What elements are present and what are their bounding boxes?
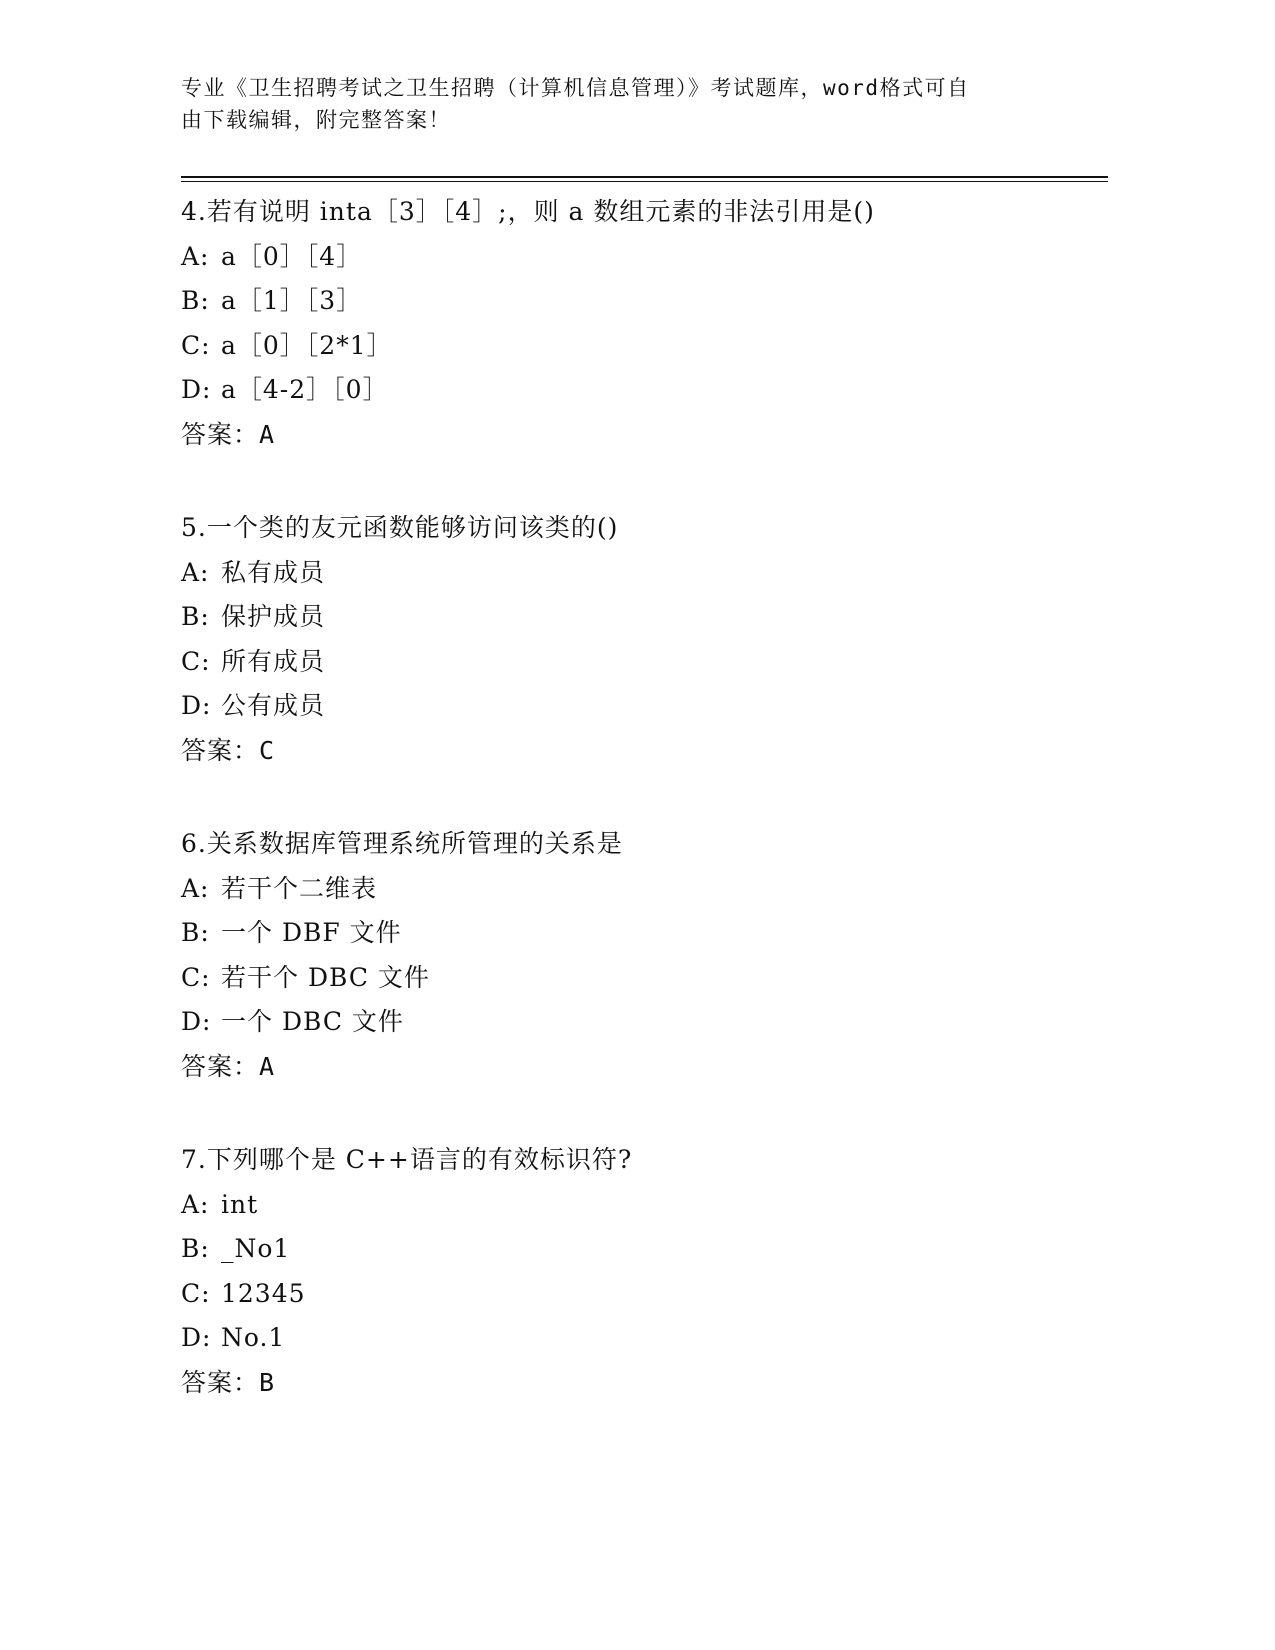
option-text: _No1 xyxy=(221,1234,291,1263)
header-divider-thin xyxy=(181,181,1108,182)
option-letter: B: xyxy=(181,602,210,631)
option-text: a［1］［3］ xyxy=(221,286,363,315)
question-list xyxy=(181,190,1101,1454)
option-d xyxy=(181,368,1101,413)
option-text: int xyxy=(221,1189,259,1219)
option-c xyxy=(181,956,1101,1001)
question-item xyxy=(181,190,1101,457)
option-d xyxy=(181,684,1101,729)
option-letter: C: xyxy=(181,962,211,992)
header-line-1: 专业《卫生招聘考试之卫生招聘（计算机信息管理）》考试题库，word格式可自 xyxy=(181,76,970,100)
option-text: 公有成员 xyxy=(221,691,326,720)
option-b xyxy=(181,595,1101,640)
question-item xyxy=(181,822,1101,1089)
option-c xyxy=(181,1272,1101,1317)
option-letter: C: xyxy=(181,1278,211,1308)
option-text: 若干个 DBC 文件 xyxy=(221,962,430,992)
option-letter: D: xyxy=(181,375,212,404)
option-letter: C: xyxy=(181,646,211,676)
option-letter: B: xyxy=(181,918,210,947)
answer-line: 答案：A xyxy=(181,419,276,449)
question-item xyxy=(181,506,1101,773)
option-letter: A: xyxy=(181,873,210,903)
question-stem: 5.一个类的友元函数能够访问该类的() xyxy=(181,513,619,542)
question-stem: 4.若有说明 inta［3］［4］;，则 a 数组元素的非法引用是() xyxy=(181,197,875,226)
option-d xyxy=(181,1316,1101,1361)
option-a xyxy=(181,867,1101,912)
option-text: 私有成员 xyxy=(221,557,326,587)
question-item xyxy=(181,1138,1101,1405)
option-letter: C: xyxy=(181,330,211,360)
option-a xyxy=(181,1183,1101,1228)
option-text: No.1 xyxy=(221,1323,286,1352)
option-b xyxy=(181,911,1101,956)
option-d xyxy=(181,1000,1101,1045)
option-letter: D: xyxy=(181,1007,212,1036)
option-text: a［0］［2*1］ xyxy=(221,330,393,360)
option-letter: D: xyxy=(181,1323,212,1352)
option-c xyxy=(181,324,1101,369)
option-letter: A: xyxy=(181,1189,210,1219)
option-text: 一个 DBF 文件 xyxy=(221,918,402,947)
document-header xyxy=(181,72,1081,136)
option-letter: B: xyxy=(181,1234,210,1263)
answer-line: 答案：C xyxy=(181,735,276,765)
option-letter: A: xyxy=(181,241,210,271)
question-stem: 7.下列哪个是 C++语言的有效标识符? xyxy=(181,1145,633,1174)
option-text: 保护成员 xyxy=(221,602,326,631)
option-b xyxy=(181,1227,1101,1272)
option-b xyxy=(181,279,1101,324)
option-text: 若干个二维表 xyxy=(221,873,378,903)
option-text: 所有成员 xyxy=(221,646,326,676)
header-divider-thick xyxy=(181,176,1108,178)
option-letter: B: xyxy=(181,286,210,315)
question-stem: 6.关系数据库管理系统所管理的关系是 xyxy=(181,829,623,858)
option-c xyxy=(181,640,1101,685)
option-text: a［4-2］［0］ xyxy=(221,375,389,404)
option-a xyxy=(181,551,1101,596)
answer-line: 答案：B xyxy=(181,1367,276,1397)
option-text: 12345 xyxy=(221,1278,306,1308)
option-letter: D: xyxy=(181,691,212,720)
option-text: 一个 DBC 文件 xyxy=(221,1007,404,1036)
answer-line: 答案：A xyxy=(181,1051,276,1081)
option-a xyxy=(181,235,1101,280)
header-line-2: 由下载编辑，附完整答案！ xyxy=(181,108,451,132)
option-letter: A: xyxy=(181,557,210,587)
option-text: a［0］［4］ xyxy=(221,241,363,271)
